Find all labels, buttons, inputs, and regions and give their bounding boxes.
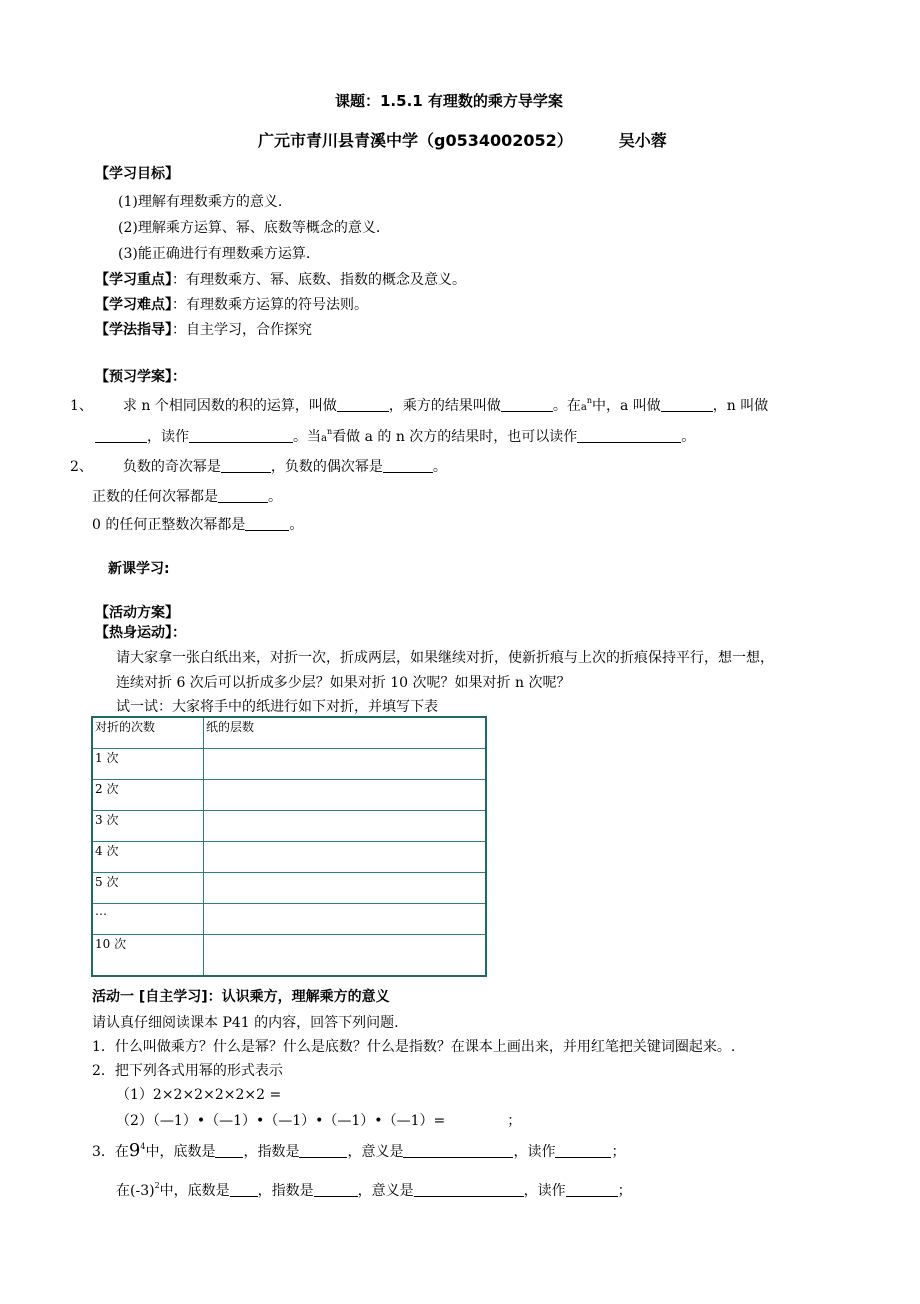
q1-text-d: 中，a 叫做 bbox=[591, 398, 661, 414]
q4-prefix: 在 bbox=[116, 1183, 130, 1199]
q3-text-e: ； bbox=[611, 1144, 626, 1160]
q2b-end: ； bbox=[507, 1113, 522, 1129]
warmup-paragraph-2: 连续对折 6 次后可以折成多少层？如果对折 10 次呢？如果对折 n 次呢？ bbox=[116, 675, 571, 691]
q4-text-a: 中，底数是 bbox=[159, 1183, 230, 1199]
blank[interactable] bbox=[215, 1143, 243, 1158]
q4-base: (-3) bbox=[130, 1183, 155, 1199]
difficulty-label: 【学习难点】 bbox=[95, 297, 172, 313]
fold-count-cell: 5 次 bbox=[92, 873, 204, 904]
blank[interactable] bbox=[245, 516, 289, 531]
q3-prefix: 3．在 bbox=[92, 1144, 129, 1160]
exponent-n: n bbox=[326, 427, 333, 436]
blank[interactable] bbox=[337, 397, 389, 412]
q4-exponent: 2 bbox=[154, 1181, 160, 1190]
blank[interactable] bbox=[299, 1143, 347, 1158]
q2-line2-end: 。 bbox=[268, 489, 282, 505]
table-row bbox=[92, 873, 486, 904]
warmup-paragraph-1: 请大家拿一张白纸出来，对折一次，折成两层，如果继续对折，使新折痕与上次的折痕保持平行，想一想， bbox=[116, 650, 774, 666]
a-power-n bbox=[321, 429, 332, 445]
difficulty bbox=[95, 294, 368, 314]
q3-exponent: 4 bbox=[140, 1142, 146, 1151]
school-name: 广元市青川县青溪中学（g0534002052） bbox=[258, 131, 573, 150]
blank[interactable] bbox=[218, 488, 268, 503]
table-row bbox=[92, 780, 486, 811]
warmup-heading: 【热身运动】： bbox=[95, 625, 186, 641]
layers-input-cell[interactable] bbox=[204, 873, 487, 904]
activity1-q1: 1．什么叫做乘方？什么是幂？什么是底数？什么是指数？在课本上画出来，并用红笔把关键词圈起来。. bbox=[92, 1039, 736, 1055]
exponent-n: n bbox=[586, 396, 592, 405]
q3-base: 9 bbox=[128, 1140, 141, 1161]
method bbox=[95, 319, 312, 339]
preview-heading: 【预习学案】： bbox=[95, 369, 186, 385]
fold-count-cell: 4 次 bbox=[92, 842, 204, 873]
activity1-heading: 活动一 [自主学习]：认识乘方，理解乘方的意义 bbox=[92, 989, 390, 1005]
q2-line2-text: 正数的任何次幂都是 bbox=[92, 489, 218, 505]
blank[interactable] bbox=[189, 428, 293, 443]
q2-number: 2、 bbox=[70, 459, 93, 475]
activity-plan-heading: 【活动方案】 bbox=[95, 605, 179, 621]
q3-text-d: ，读作 bbox=[513, 1144, 556, 1160]
q4-text-d: ，读作 bbox=[523, 1183, 566, 1199]
layers-input-cell[interactable] bbox=[204, 749, 487, 780]
activity1-q2b bbox=[116, 1110, 521, 1130]
table-row bbox=[92, 811, 486, 842]
preview-q2-line1 bbox=[70, 456, 447, 476]
q1-text-g: 。当 bbox=[293, 429, 321, 445]
q1-text-a: 求 n 个相同因数的积的运算，叫做 bbox=[122, 398, 337, 414]
q2-text-b: ，负数的偶次幂是 bbox=[270, 459, 383, 475]
q1-text-i: 。 bbox=[681, 429, 696, 445]
fold-count-cell: 10 次 bbox=[92, 935, 204, 977]
activity1-q3 bbox=[92, 1140, 625, 1161]
q3-text-a: 中，底数是 bbox=[145, 1144, 216, 1160]
blank[interactable] bbox=[555, 1143, 611, 1158]
layers-input-cell[interactable] bbox=[204, 935, 487, 977]
fold-count-cell: … bbox=[92, 904, 204, 935]
blank[interactable] bbox=[566, 1182, 618, 1197]
blank[interactable] bbox=[661, 397, 713, 412]
author-name: 吴小蓉 bbox=[618, 131, 667, 150]
q4-text-c: ，意义是 bbox=[357, 1183, 414, 1199]
method-label: 【学法指导】 bbox=[95, 322, 172, 338]
preview-q2-line2 bbox=[92, 486, 282, 506]
new-lesson-heading: 新课学习: bbox=[108, 561, 170, 577]
table-header-folds: 对折的次数 bbox=[92, 717, 204, 749]
fold-count-cell: 1 次 bbox=[92, 749, 204, 780]
blank[interactable] bbox=[230, 1182, 258, 1197]
blank[interactable] bbox=[383, 458, 433, 473]
q1-text-c: 。在 bbox=[552, 398, 581, 414]
q1-text-f: ，读作 bbox=[147, 429, 189, 445]
layers-input-cell[interactable] bbox=[204, 904, 487, 935]
key-point bbox=[95, 269, 466, 289]
blank[interactable] bbox=[501, 397, 553, 412]
school-line bbox=[258, 128, 667, 151]
method-text: ：自主学习，合作探究 bbox=[172, 322, 312, 338]
layers-input-cell[interactable] bbox=[204, 780, 487, 811]
table-row bbox=[92, 935, 486, 977]
preview-q2-line3 bbox=[92, 514, 303, 534]
activity1-q4 bbox=[116, 1180, 632, 1200]
q3-text-c: ，意义是 bbox=[347, 1144, 404, 1160]
q1-text-h: 看做 a 的 n 次方的结果时，也可以读作 bbox=[332, 429, 578, 445]
layers-input-cell[interactable] bbox=[204, 842, 487, 873]
table-row bbox=[92, 904, 486, 935]
warmup-paragraph-3: 试一试：大家将手中的纸进行如下对折，并填写下表 bbox=[116, 699, 438, 715]
goal-item-2: (2)理解乘方运算、幂、底数等概念的意义. bbox=[118, 220, 381, 236]
goal-item-1: (1)理解有理数乘方的意义. bbox=[118, 194, 283, 210]
fold-count-cell: 2 次 bbox=[92, 780, 204, 811]
blank[interactable] bbox=[577, 428, 681, 443]
q2-text-a: 负数的奇次幂是 bbox=[122, 459, 221, 475]
q2-text-c: 。 bbox=[432, 459, 447, 475]
blank[interactable] bbox=[414, 1182, 524, 1197]
q2-line3-end: 。 bbox=[289, 517, 304, 533]
base-a: a bbox=[321, 433, 327, 444]
blank[interactable] bbox=[314, 1182, 358, 1197]
q4-text-e: ； bbox=[617, 1183, 632, 1199]
q4-text-b: ，指数是 bbox=[257, 1183, 314, 1199]
activity1-q2: 2．把下列各式用幂的形式表示 bbox=[92, 1063, 283, 1079]
key-point-label: 【学习重点】 bbox=[95, 272, 172, 288]
goal-item-3: (3)能正确进行有理数乘方运算. bbox=[118, 246, 311, 262]
blank[interactable] bbox=[95, 428, 147, 443]
table-header-layers: 纸的层数 bbox=[204, 717, 487, 749]
page-title: 课题：1.5.1 有理数的乘方导学案 bbox=[335, 92, 563, 110]
blank[interactable] bbox=[221, 458, 271, 473]
goals-heading: 【学习目标】 bbox=[95, 166, 179, 182]
a-power-n bbox=[581, 398, 592, 414]
q1-number: 1、 bbox=[70, 398, 93, 414]
preview-q1-line2 bbox=[95, 426, 695, 446]
table-row bbox=[92, 749, 486, 780]
base-a: a bbox=[580, 402, 587, 413]
q2b-expression: （2）（—1）•（—1）•（—1）•（—1）•（—1）= bbox=[116, 1113, 446, 1129]
activity1-intro: 请认真仔细阅读课本 P41 的内容，回答下列问题. bbox=[92, 1015, 399, 1031]
preview-q1-line1 bbox=[70, 395, 768, 415]
q1-text-b: ，乘方的结果叫做 bbox=[388, 398, 501, 414]
key-point-text: ：有理数乘方、幂、底数、指数的概念及意义。 bbox=[172, 272, 466, 288]
activity1-q2a: （1）2×2×2×2×2×2 = bbox=[116, 1087, 282, 1103]
folding-table bbox=[91, 716, 487, 977]
q2-line3-text: 0 的任何正整数次幂都是 bbox=[92, 517, 246, 533]
fold-count-cell: 3 次 bbox=[92, 811, 204, 842]
layers-input-cell[interactable] bbox=[204, 811, 487, 842]
table-row bbox=[92, 842, 486, 873]
blank[interactable] bbox=[403, 1143, 513, 1158]
q1-text-e: ，n 叫做 bbox=[712, 398, 769, 414]
difficulty-text: ：有理数乘方运算的符号法则。 bbox=[172, 297, 368, 313]
q3-text-b: ，指数是 bbox=[243, 1144, 300, 1160]
table-header-row bbox=[92, 717, 486, 749]
